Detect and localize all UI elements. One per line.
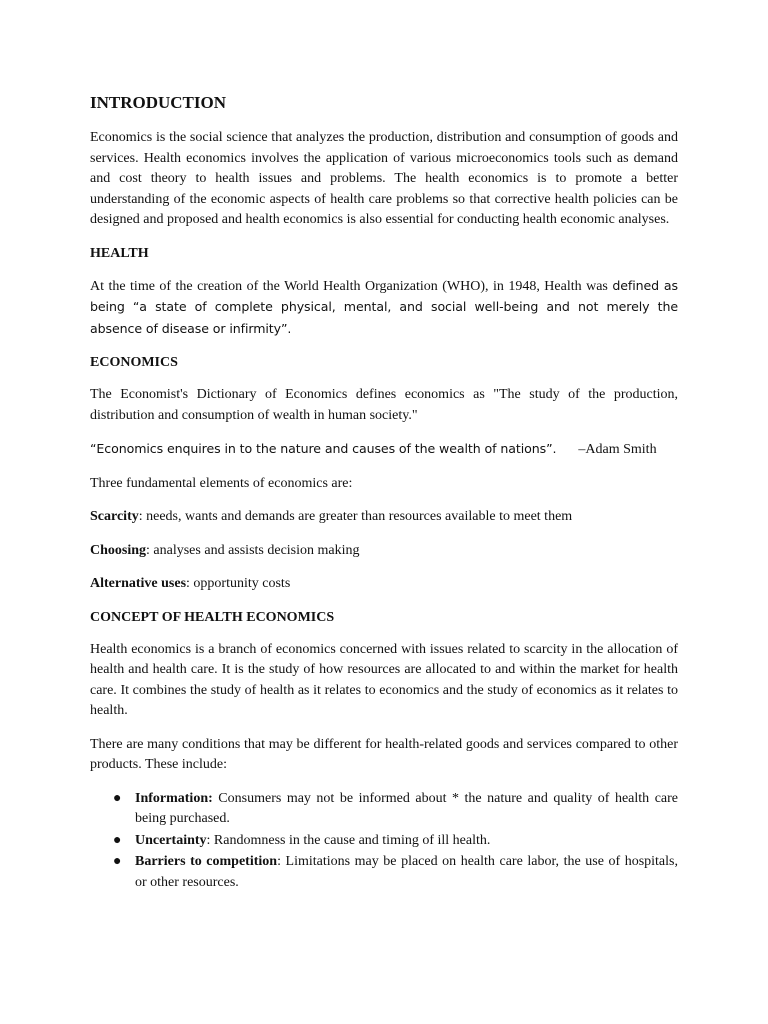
list-item (113, 789, 678, 830)
bullet-icon: ● (113, 790, 122, 806)
element-term: Scarcity (90, 509, 139, 524)
element-desc: : analyses and assists decision making (146, 542, 360, 558)
health-who-definition: defined as being “a state of complete physical, mental, and social well-being and not merely the absence of disease or infirmity”. (90, 277, 678, 336)
health-text-part-a: At the time of the creation of the World Health Organization (WHO), in 1948, Health was (90, 278, 608, 294)
bullet-icon: ● (113, 854, 122, 869)
element-alternative-uses (90, 574, 678, 595)
quote-text: “Economics enquires in to the nature and causes of the wealth of nations”. (90, 441, 557, 456)
concept-heading: CONCEPT OF HEALTH ECONOMICS (90, 609, 335, 625)
element-choosing (90, 541, 678, 562)
element-desc: : opportunity costs (186, 576, 291, 591)
introduction-paragraph: Economics is the social science that analyzes the production, distribution and consumption of goods and services. Health economics involves the application of various microeconomics tools such as demand and cost theory to health issues and problems. The health economics is to promote a better understanding of the economic aspects of health care problems so that corrective health policies can be designed and proposed and health economics is also essential for conducting health economic analyses. (90, 130, 678, 227)
list-item (113, 852, 678, 893)
element-term: Alternative uses (90, 576, 187, 591)
concept-paragraph: Health economics is a branch of economics concerned with issues related to scarcity in the allocation of health and health care. It is the study of how resources are allocated to and within the market for health care. It combines the study of health as it relates to economics and the study of economics as it relates to health. (90, 641, 678, 718)
element-term: Choosing (90, 542, 147, 558)
bullet-desc: : Limitations may be placed on health care labor, the use of hospitals, or other resources. (135, 854, 678, 890)
introduction-heading: INTRODUCTION (90, 93, 227, 112)
element-desc: : needs, wants and demands are greater than resources available to meet them (138, 509, 573, 524)
conditions-list (90, 789, 678, 894)
bullet-term: Information: (135, 790, 213, 806)
health-paragraph (90, 276, 678, 341)
conditions-intro: There are many conditions that may be different for health-related goods and services compared to other products. These include: (90, 736, 678, 772)
quote-author: –Adam Smith (578, 442, 657, 457)
economics-heading: ECONOMICS (90, 355, 178, 370)
bullet-term: Uncertainty (135, 832, 207, 848)
bullet-term: Barriers to competition (135, 854, 278, 869)
economics-definition: The Economist's Dictionary of Economics defines economics as "The study of the production, distribution and consumption of wealth in human society." (90, 387, 678, 423)
elements-intro: Three fundamental elements of economics are: (90, 475, 353, 491)
element-scarcity (90, 507, 678, 528)
adam-smith-quote (90, 439, 678, 461)
bullet-icon: ● (113, 832, 122, 848)
bullet-desc: Consumers may not be informed about * the nature and quality of health care being purchased. (135, 790, 678, 826)
bullet-desc: : Randomness in the cause and timing of ill health. (206, 832, 491, 848)
list-item (113, 831, 678, 852)
health-heading: HEALTH (90, 245, 149, 261)
